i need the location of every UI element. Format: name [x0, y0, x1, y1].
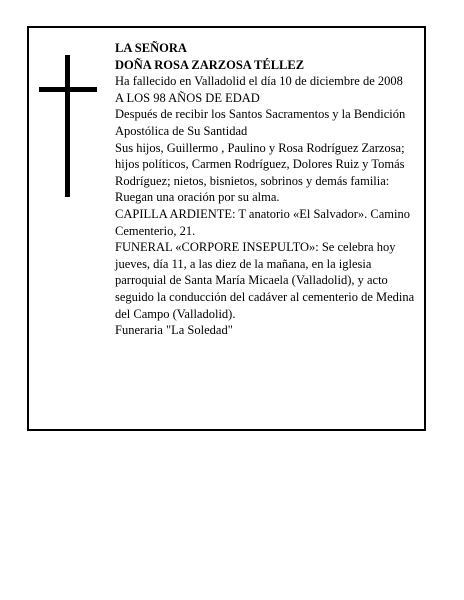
- obituary-notice: [27, 26, 426, 431]
- funeral-details: FUNERAL «CORPORE INSEPULTO»: Se celebra hoy jueves, día 11, a las diez de la mañana, en la iglesia parroquial de Santa María Micaela (Valladolid), y acto seguido la conducción del cadáver al cementerio de Medina del Campo (Valladolid).: [115, 240, 415, 321]
- cross-vertical-bar: [65, 55, 70, 197]
- notice-text: [115, 40, 423, 339]
- prayer-request: Ruegan una oración por su alma.: [115, 190, 280, 205]
- sacraments-statement: Después de recibir los Santos Sacramentos y la Bendición Apostólica de Su Santidad: [115, 107, 406, 138]
- cross-horizontal-bar: [39, 87, 97, 92]
- deceased-name: DOÑA ROSA ZARZOSA TÉLLEZ: [115, 57, 305, 72]
- chapel-details: CAPILLA ARDIENTE: T anatorio «El Salvador». Camino Cementerio, 21.: [115, 206, 410, 238]
- family-statement: Sus hijos, Guillermo , Paulino y Rosa Rodríguez Zarzosa; hijos políticos, Carmen Rodríguez, Dolores Ruiz y Tomás Rodríguez; nietos, bisnietos, sobrinos y demás familia:: [115, 140, 405, 188]
- funeral-home: Funeraria "La Soledad": [115, 323, 233, 338]
- notice-title: LA SEÑORA: [115, 41, 187, 55]
- death-statement: Ha fallecido en Valladolid el día 10 de diciembre de 2008: [115, 74, 403, 89]
- age-statement: A LOS 98 AÑOS DE EDAD: [115, 90, 260, 105]
- cross-icon: [39, 55, 97, 197]
